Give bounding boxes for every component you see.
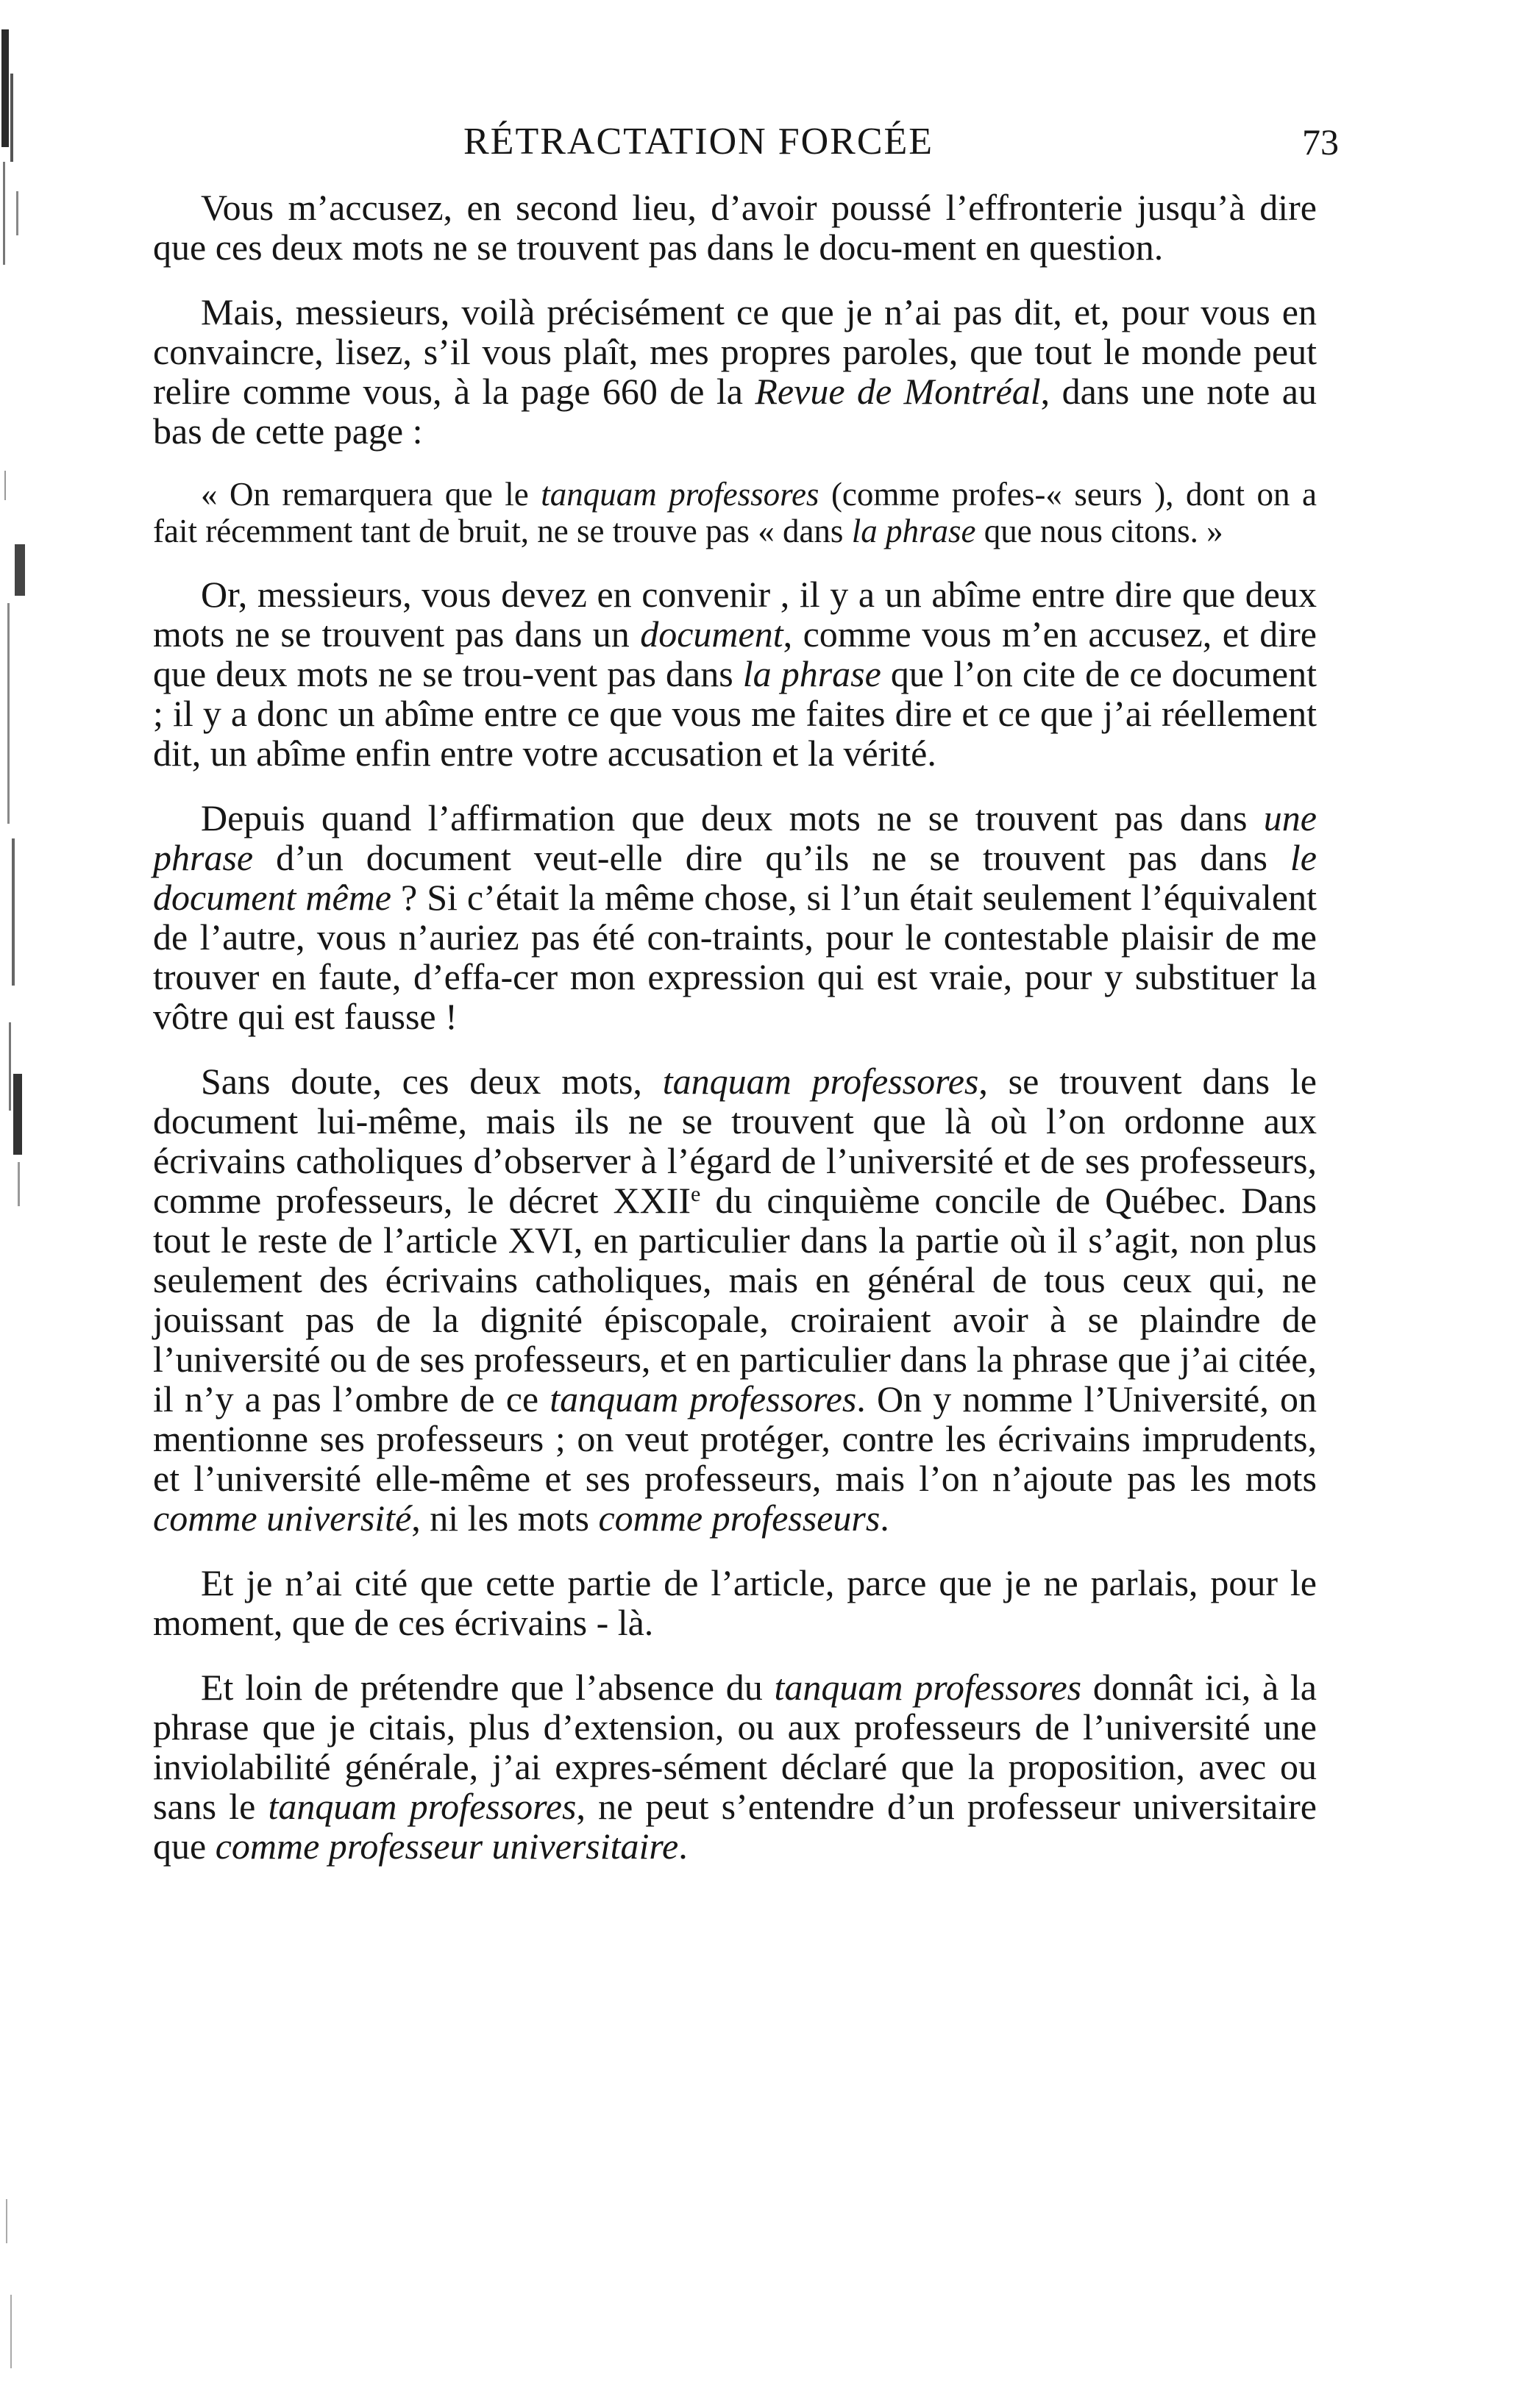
italic-text: le document même (153, 837, 1317, 918)
italic-text: comme professeur universitaire (215, 1825, 679, 1867)
paragraph (153, 798, 1317, 1036)
text-run: , se trouvent dans le document lui-même, mais ils ne se trouvent que là où l’on ordonne aux écrivains catholiques d’observer à l’égard de l’université et de ses professeurs, comme professeurs, le décret XXII (153, 1061, 1317, 1221)
text-run: Vous m’accusez, en second lieu, d’avoir poussé l’effronterie jusqu’à dire que ces deux mots ne se trouvent pas dans le docu-ment en question. (153, 187, 1317, 268)
text-run: donnât ici, à la phrase que je citais, plus d’extension, ou aux professeurs de l’université une inviolabilité générale, j’ai expres-sément déclaré que la proposition, avec ou sans le (153, 1667, 1317, 1827)
text-run: Et je n’ai cité que cette partie de l’article, parce que je ne parlais, pour le moment, que de ces écrivains - là. (153, 1562, 1317, 1643)
page-number: 73 (1302, 121, 1339, 163)
paragraph (153, 1563, 1317, 1642)
paragraph (153, 574, 1317, 773)
text-run: du cinquième concile de Québec. Dans tout le reste de l’article XVI, en particulier dans la partie où il s’agit, non plus seulement des écrivains catholiques, mais en général de tous ceux qui, ne jouissant pas de la dignité épiscopale, croiraient avoir à se plaindre de l’université ou de ses professeurs, et en particulier dans la phrase que j’ai citée, il n’y a pas l’ombre de ce (153, 1180, 1317, 1419)
paragraph (153, 1061, 1317, 1538)
text-run: . On y nomme l’Université, on mentionne ses professeurs ; on veut protéger, contre les écrivains imprudents, et l’université elle-même et ses professeurs, mais l’on n’ajoute pas les mots (153, 1378, 1317, 1499)
text-run: , comme vous m’en accusez, et dire que deux mots ne se trou-vent pas dans (153, 613, 1317, 694)
text-run: d’un document veut-elle dire qu’ils ne se trouvent pas dans (253, 837, 1290, 878)
text-run: Et loin de prétendre que l’absence du (201, 1667, 775, 1708)
italic-text: comme université (153, 1497, 412, 1539)
text-run: que l’on cite de ce document ; il y a donc un abîme entre ce que vous me faites dire et ce que j’ai réellement dit, un abîme enfin entre votre accusation et la vérité. (153, 653, 1317, 774)
italic-text: tanquam professores (268, 1786, 577, 1827)
superscript-text: e (691, 1182, 701, 1206)
paragraph (153, 292, 1317, 451)
text-run: Sans doute, ces deux mots, (201, 1061, 663, 1102)
italic-text: la phrase (851, 513, 976, 549)
text-run: Or, messieurs, vous devez en convenir , il y a un abîme entre dire que deux mots ne se trouvent pas dans un (153, 574, 1317, 655)
text-run: . (880, 1497, 889, 1539)
italic-text: document (640, 613, 783, 655)
italic-text: tanquam professores (774, 1667, 1082, 1708)
text-run: Depuis quand l’affirmation que deux mots ne se trouvent pas dans (201, 797, 1264, 838)
italic-text: Revue de Montréal (755, 371, 1041, 412)
block-quote (153, 476, 1317, 549)
paragraph (153, 188, 1317, 267)
italic-text: tanquam professores (662, 1061, 979, 1102)
text-run: (comme profes-« seurs ), dont on a fait récemment tant de bruit, ne se trouve pas « dans (153, 476, 1317, 549)
text-run: , dans une note au bas de cette page : (153, 371, 1317, 452)
text-run: , ne peut s’entendre d’un professeur universitaire que (153, 1786, 1317, 1867)
italic-text: la phrase (742, 653, 881, 694)
text-run: , ni les mots (411, 1497, 599, 1539)
text-run: ? Si c’était la même chose, si l’un était seulement l’équivalent de l’autre, vous n’auriez pas été con-traints, pour le contestable plaisir de me trouver en faute, d’effa-cer mon expression qui est vraie, pour y substituer la vôtre qui est fausse ! (153, 877, 1317, 1037)
italic-text: tanquam professores (541, 476, 819, 513)
running-title: RÉTRACTATION FORCÉE (463, 121, 934, 163)
text-run: . (678, 1825, 688, 1867)
text-run: Mais, messieurs, voilà précisément ce que je n’ai pas dit, et, pour vous en convaincre, lisez, s’il vous plaît, mes propres paroles, que tout le monde peut relire comme vous, à la page 660 de la (153, 291, 1317, 412)
italic-text: comme professeurs (598, 1497, 881, 1539)
body-text (153, 188, 1317, 1891)
italic-text: une phrase (153, 797, 1317, 878)
text-run: « On remarquera que le (201, 476, 541, 513)
italic-text: tanquam professores (550, 1378, 857, 1419)
text-run: que nous citons. » (975, 513, 1223, 549)
scan-edge-marks (0, 29, 51, 2383)
paragraph (153, 1667, 1317, 1866)
running-header (147, 116, 1339, 168)
